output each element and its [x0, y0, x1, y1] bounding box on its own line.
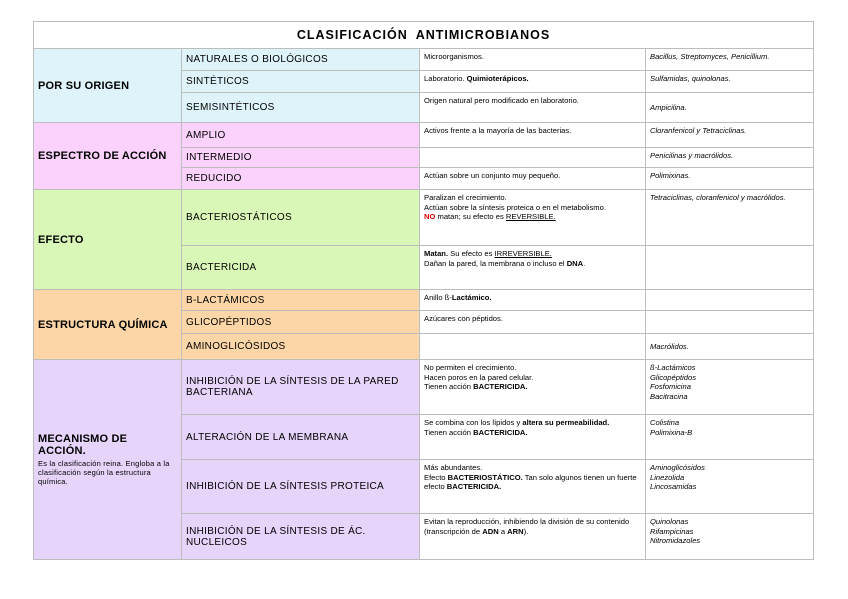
description-cell: Azúcares con péptidos.: [420, 311, 646, 334]
subcategory-cell: ALTERACIÓN DE LA MEMBRANA: [182, 415, 420, 460]
table-row: [34, 360, 814, 415]
title-row: [34, 22, 814, 49]
table-title: CLASIFICACIÓN ANTIMICROBIANOS: [34, 22, 814, 49]
description-cell: Matan. Su efecto es IRREVERSIBLE. Dañan la pared, la membrana o incluso el DNA.: [420, 246, 646, 290]
description-cell: [420, 334, 646, 360]
description-cell: Anillo ß-Lactámico.: [420, 290, 646, 311]
table-row: [34, 123, 814, 148]
examples-cell: Sulfamidas, quinolonas.: [646, 71, 814, 93]
examples-cell: ß-Lactámicos Glicopéptidos Fosfomicina Bacitracina: [646, 360, 814, 415]
category-note: Es la clasificación reina. Engloba a la clasificación según la estructura química.: [38, 459, 170, 486]
examples-cell: Penicilinas y macrólidos.: [646, 148, 814, 168]
subcategory-cell: AMINOGLICÓSIDOS: [182, 334, 420, 360]
classification-table-container: [33, 21, 813, 560]
subcategory-cell: SEMISINTÉTICOS: [182, 93, 420, 123]
classification-table: [33, 21, 814, 560]
description-cell: No permiten el crecimiento. Hacen poros en la pared celular. Tienen acción BACTERICIDA.: [420, 360, 646, 415]
subcategory-cell: B-LACTÁMICOS: [182, 290, 420, 311]
examples-cell: Macrólidos.: [646, 334, 814, 360]
examples-cell: Cloranfenicol y Tetraciclinas.: [646, 123, 814, 148]
examples-cell: Colistina Polimixina-B: [646, 415, 814, 460]
description-cell: Activos frente a la mayoría de las bacterias.: [420, 123, 646, 148]
examples-cell: Ampicilina.: [646, 93, 814, 123]
description-cell: [420, 148, 646, 168]
subcategory-cell: REDUCIDO: [182, 168, 420, 190]
subcategory-cell: BACTERIOSTÁTICOS: [182, 190, 420, 246]
category-efecto: EFECTO: [34, 190, 182, 290]
category-espectro: ESPECTRO DE ACCIÓN: [34, 123, 182, 190]
subcategory-cell: BACTERICIDA: [182, 246, 420, 290]
description-cell: Microorganismos.: [420, 49, 646, 71]
examples-cell: Quinolonas Rifampicinas Nitromidazoles: [646, 514, 814, 560]
subcategory-cell: SINTÉTICOS: [182, 71, 420, 93]
subcategory-cell: GLICOPÉPTIDOS: [182, 311, 420, 334]
description-cell: Más abundantes. Efecto BACTERIOSTÁTICO. Tan solo algunos tienen un fuerte efecto BACTERICIDA.: [420, 460, 646, 514]
table-row: [34, 49, 814, 71]
description-cell: Evitan la reproducción, inhibiendo la división de su contenido (transcripción de ADN a ARN).: [420, 514, 646, 560]
examples-cell: [646, 246, 814, 290]
table-row: [34, 190, 814, 246]
description-cell: Se combina con los lípidos y altera su permeabilidad. Tienen acción BACTERICIDA.: [420, 415, 646, 460]
examples-cell: Aminoglicósidos Linezolida Lincosamidas: [646, 460, 814, 514]
examples-cell: Bacillus, Streptomyces, Penicillium.: [646, 49, 814, 71]
examples-cell: [646, 290, 814, 311]
category-origen: POR SU ORIGEN: [34, 49, 182, 123]
subcategory-cell: INHIBICIÓN DE LA SÍNTESIS DE ÁC. NUCLEICOS: [182, 514, 420, 560]
description-cell: Actúan sobre un conjunto muy pequeño.: [420, 168, 646, 190]
subcategory-cell: INTERMEDIO: [182, 148, 420, 168]
subcategory-cell: INHIBICIÓN DE LA SÍNTESIS DE LA PARED BACTERIANA: [182, 360, 420, 415]
examples-cell: Tetraciclinas, cloranfenicol y macrólidos.: [646, 190, 814, 246]
examples-cell: [646, 311, 814, 334]
description-cell: Laboratorio. Quimioterápicos.: [420, 71, 646, 93]
category-estructura: ESTRUCTURA QUÍMICA: [34, 290, 182, 360]
description-cell: Paralizan el crecimiento. Actúan sobre la síntesis proteica o en el metabolismo. NO matan; su efecto es REVERSIBLE.: [420, 190, 646, 246]
subcategory-cell: INHIBICIÓN DE LA SÍNTESIS PROTEICA: [182, 460, 420, 514]
subcategory-cell: NATURALES O BIOLÓGICOS: [182, 49, 420, 71]
table-row: [34, 290, 814, 311]
examples-cell: Polimixinas.: [646, 168, 814, 190]
description-cell: Origen natural pero modificado en laboratorio.: [420, 93, 646, 123]
category-mecanismo: MECANISMO DE ACCIÓN. Es la clasificación reina. Engloba a la clasificación según la estructura química.: [34, 360, 182, 560]
subcategory-cell: AMPLIO: [182, 123, 420, 148]
